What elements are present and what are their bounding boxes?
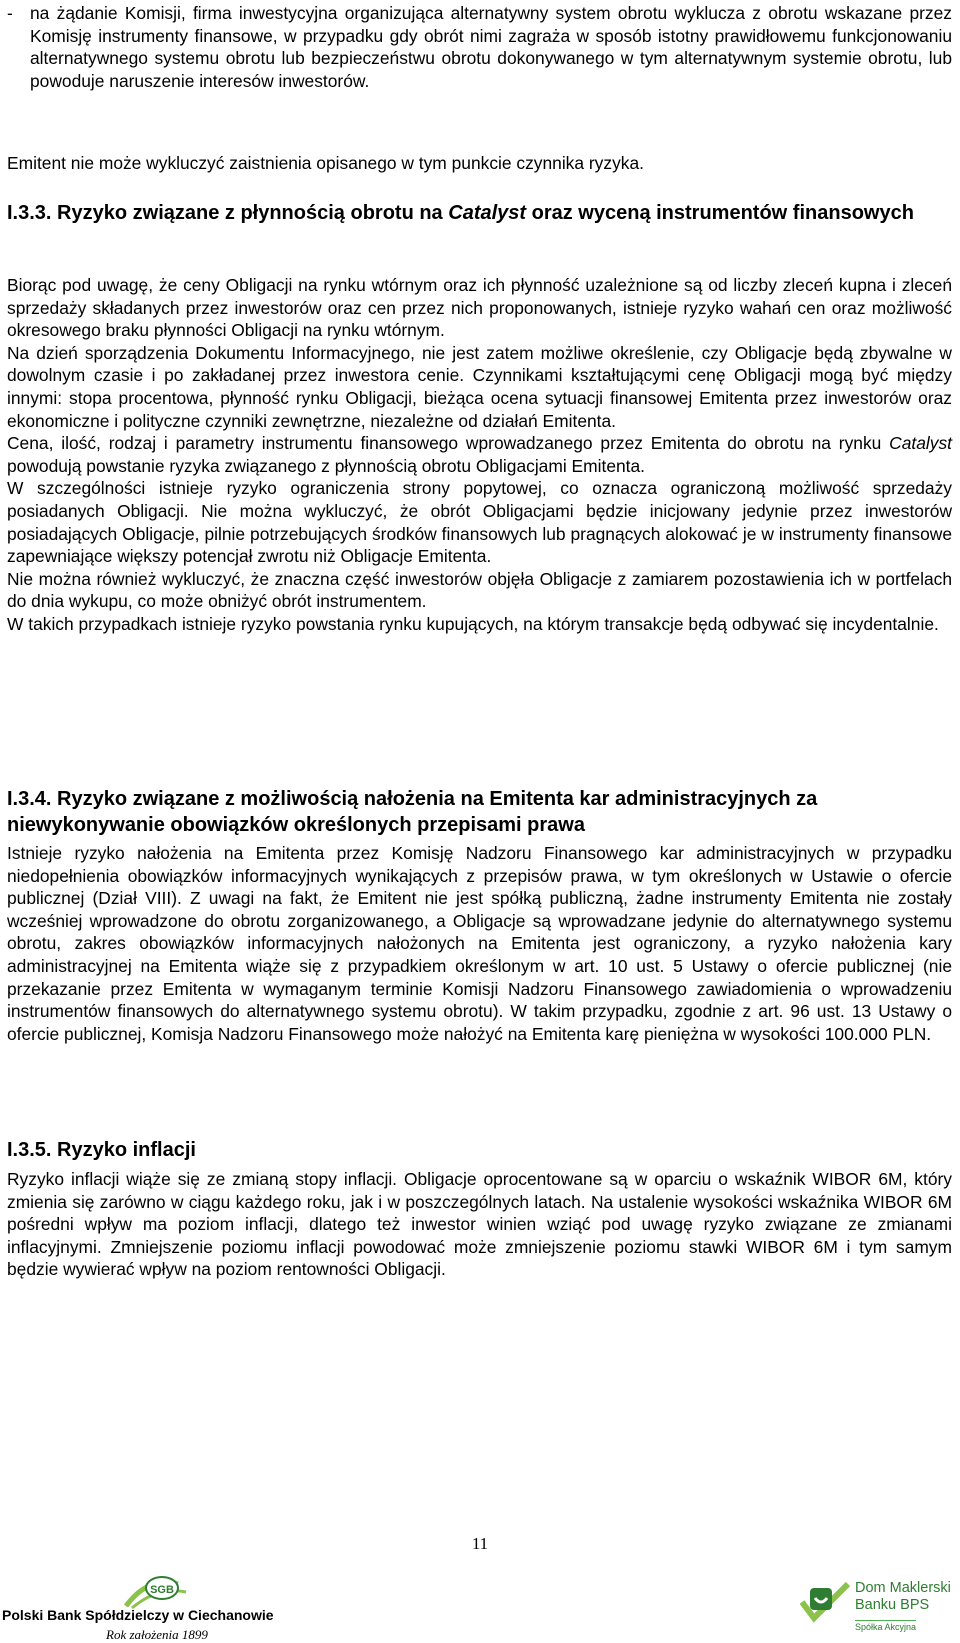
section-333-p4: W szczególności istnieje ryzyko ograniczenia strony popytowej, co oznacza ograniczoną możliwość sprzedaży posiadanych Obligacji. Nie można wykluczyć, że obrót Obligacjami będzie inicjowany jedynie przez inwestorów posiadających Obligacje, pilnie potrzebujących środków finansowych lub pragnących alokować je w instrumenty finansowe zapewniające większy potencjał zwrotu niż Obligacje Emitenta. (7, 478, 952, 567)
section-333-p2: Na dzień sporządzenia Dokumentu Informacyjnego, nie jest zatem możliwe określenie, czy Obligacje będą zbywalne w dowolnym czasie i po zakładanej przez inwestora cenie. Czynnikami kształtującymi cenę Obligacji mogą być między innymi: stopa procentowa, płynność rynku Obligacji, bieżąca ocena sytuacji finansowej Emitenta przez inwestorów oraz ekonomiczne i polityczne czynniki zewnętrzne, niezależne od działań Emitenta. (7, 342, 952, 431)
section-333-p3a: Cena, ilość, rodzaj i parametry instrumentu finansowego wprowadzanego przez Emitenta do obrotu na rynku (7, 433, 882, 454)
sgb-logo-icon (118, 1572, 218, 1612)
section-333-heading (7, 200, 952, 226)
section-335-p1: Ryzyko inflacji wiąże się ze zmianą stopy inflacji. Obligacje oprocentowane są w oparciu o wskaźnik WIBOR 6M, który zmienia się zarówno w ciągu każdego roku, jak i w poszczególnych latach. Na ustalenie wysokości wskaźnika WIBOR 6M pośredni wpływ ma poziom inflacji, dlatego też inwestor winien wziąć pod uwagę ryzyko związane ze zmianami inflacyjnymi. Zmniejszenie poziomu inflacji powodować może zmniejszenie poziomu stawki WIBOR 6M i tym samym będzie wywierać wpływ na poziom rentowności Obligacji. (7, 1169, 952, 1280)
bank-founded: Rok założenia 1899 (106, 1627, 208, 1642)
section-334-p1: Istnieje ryzyko nałożenia na Emitenta przez Komisję Nadzoru Finansowego kar administracyjnych w przypadku niedopełnienia obowiązków informacyjnych wynikających z przepisów prawa, w tym określonych w Ustawie o ofercie publicznej (Dział VIII). Z uwagi na fakt, że Emitent nie jest spółką publiczną, żadne instrumenty Emitenta nie zostały wcześniej wprowadzone do obrotu zorganizowanego, a Obligacje są wprowadzane jedynie do alternatywnego systemu obrotu, zakres obowiązków informacyjnych nałożonych na Emitenta jest ograniczony, a ryzyko nałożenia kary administracyjnej na Emitenta wiąże się z przypadkiem określonym w art. 10 ust. 5 Ustawy o ofercie publicznej (nie przekazanie przez Emitenta w wymaganym terminie Komisji Nadzoru Finansowego zawiadomienia o wprowadzeniu instrumentów finansowych do alternatywnego systemu obrotu). W takim przypadku, zgodnie z art. 96 ust. 13 Ustawy o ofercie publicznej, Komisja Nadzoru Finansowego może nałożyć na Emitenta karę pieniężna w wysokości 100.000 PLN. (7, 843, 952, 1044)
brokerage-line-2: Banku BPS (855, 1597, 930, 1613)
brokerage-subtitle: Spółka Akcyjna (855, 1622, 917, 1632)
bank-name: Polski Bank Spółdzielczy w Ciechanowie (2, 1607, 274, 1623)
section-333-p3 (7, 432, 952, 477)
brokerage-name (855, 1580, 951, 1614)
section-333-p3b: powodują powstanie ryzyka związanego z płynnością obrotu Obligacjami Emitenta. (7, 455, 645, 476)
section-333-title-italic: Catalyst (448, 202, 527, 224)
section-333-title-b: oraz wyceną instrumentów finansowych (531, 202, 914, 224)
section-333-number: I.3.3. (7, 202, 52, 224)
sgb-logo-text: SGB (150, 1584, 174, 1596)
bps-logo-icon (800, 1580, 850, 1624)
brokerage-line-1: Dom Maklerski (855, 1580, 951, 1596)
bullet-dash: - (7, 3, 13, 23)
section-333-body (7, 274, 952, 636)
page-number: 11 (471, 1534, 489, 1553)
section-333-p3-italic: Catalyst (889, 433, 952, 454)
section-333-p1: Biorąc pod uwagę, że ceny Obligacji na rynku wtórnym oraz ich płynność uzależnione są od liczby zleceń kupna i zleceń sprzedaży składanych przez inwestorów oraz cen przez nich proponowanych, istnieje ryzyko wahań cen oraz możliwość okresowego braku płynności Obligacji na rynku wtórnym. (7, 275, 952, 341)
section-334-heading: I.3.4. Ryzyko związane z możliwością nałożenia na Emitenta kar administracyjnych za niewykonywanie obowiązków określonych przepisami prawa (7, 788, 818, 836)
section-333-p6: W takich przypadkach istnieje ryzyko powstania rynku kupujących, na którym transakcje będą odbywać się incydentalnie. (7, 613, 939, 634)
section-335-heading: I.3.5. Ryzyko inflacji (7, 1139, 196, 1161)
section-333-p5: Nie można również wykluczyć, że znaczna część inwestorów objęła Obligacje z zamiarem pozostawienia ich w portfelach do dnia wykupu, co może obniżyć obrót instrumentem. (7, 568, 952, 612)
bullet-item (7, 2, 952, 92)
bullet-text: na żądanie Komisji, firma inwestycyjna organizująca alternatywny system obrotu wyklucza z obrotu wskazane przez Komisję instrumenty finansowe, w przypadku gdy obrót nimi zagraża w sposób istotny prawidłowemu funkcjonowaniu alternatywnego systemu obrotu lub bezpieczeństwu obrotu dokonywanego w tym alternatywnym systemie obrotu, lub powoduje naruszenie interesów inwestorów. (30, 3, 952, 91)
section-333-title-a: Ryzyko związane z płynnością obrotu na (57, 202, 443, 224)
emitent-note: Emitent nie może wykluczyć zaistnienia opisanego w tym punkcie czynnika ryzyka. (7, 153, 644, 173)
